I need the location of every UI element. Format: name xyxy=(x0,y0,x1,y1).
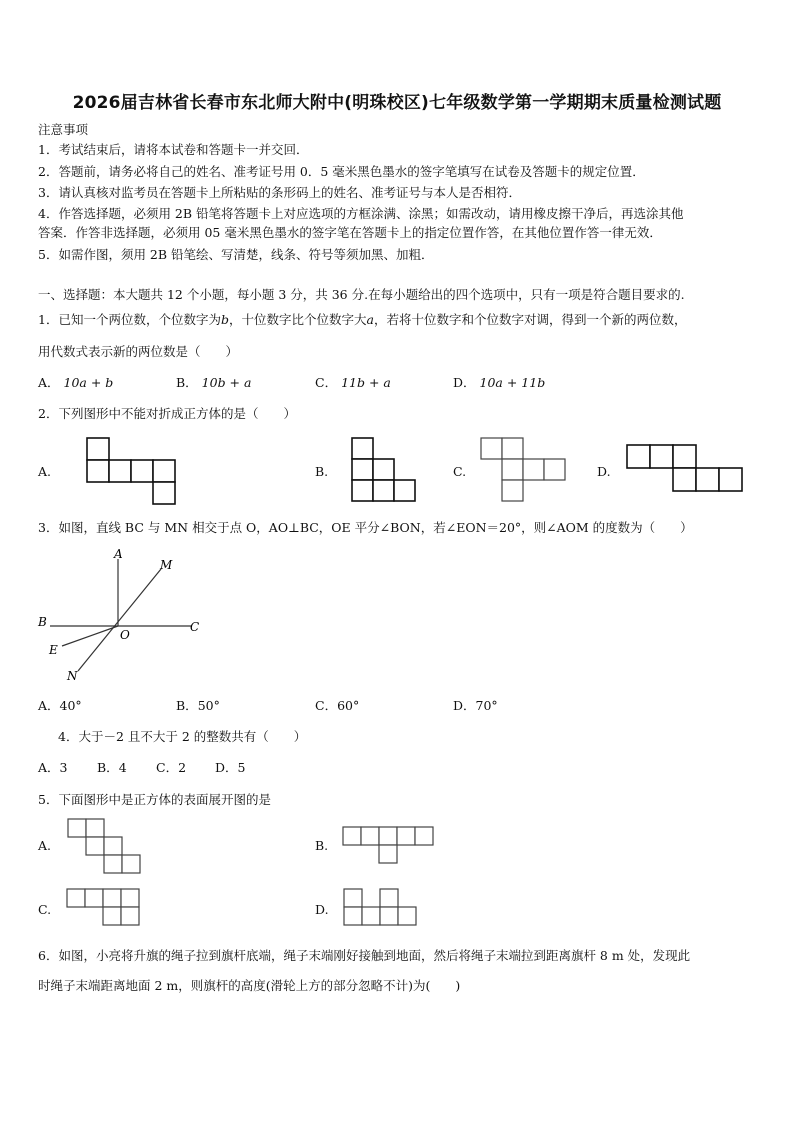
q2-option-a-label[interactable]: A. xyxy=(38,464,52,479)
q1-text-part: ，十位数字比个位数字大 xyxy=(228,312,367,327)
notice-item: 答案．作答非选择题，必须用 05 毫米黑色墨水的签字笔在答题卡上的指定位置作答，在其他位置作答一律无效． xyxy=(38,225,662,240)
q2-net-a xyxy=(86,437,176,507)
q5-net-a xyxy=(67,818,143,874)
q4-option-a[interactable]: A．3 xyxy=(38,760,68,775)
q2-option-c-label[interactable]: C. xyxy=(453,464,467,479)
q1-option-d[interactable]: D． 10a + 11b xyxy=(453,375,546,390)
question-1-line-1 xyxy=(38,311,686,329)
q1-option-c[interactable]: C． 11b + a xyxy=(315,375,391,390)
q4-option-c[interactable]: C．2 xyxy=(156,760,187,775)
q2-net-c xyxy=(480,437,570,503)
q3-option-b[interactable]: B．50° xyxy=(176,698,220,713)
label-m: M xyxy=(160,558,173,572)
question-1-line-2: 用代数式表示新的两位数是（ ） xyxy=(38,344,239,359)
question-5-text: 5．下面图形中是正方体的表面展开图的是 xyxy=(38,792,271,807)
q1-var-a: a xyxy=(366,312,374,327)
q1-option-b[interactable]: B． 10b + a xyxy=(176,375,252,390)
q3-angle-figure xyxy=(36,547,216,687)
q4-option-d[interactable]: D．5 xyxy=(215,760,246,775)
q3-option-d[interactable]: D．70° xyxy=(453,698,498,713)
q5-net-c xyxy=(66,888,142,928)
q5-option-d-label[interactable]: D. xyxy=(315,902,329,917)
q5-option-a-label[interactable]: A. xyxy=(38,838,52,853)
line-oe xyxy=(62,626,118,646)
q4-option-b[interactable]: B．4 xyxy=(97,760,127,775)
question-4-text: 4．大于－2 且不大于 2 的整数共有（ ） xyxy=(58,729,307,744)
q2-net-d xyxy=(626,444,744,496)
notice-item: 2．答题前，请务必将自己的姓名、准考证号用 0．5 毫米黑色墨水的签字笔填写在试卷及答题卡的规定位置． xyxy=(38,164,645,179)
label-c: C xyxy=(190,620,200,634)
q5-net-b xyxy=(342,826,438,864)
q2-option-d-label[interactable]: D. xyxy=(597,464,611,479)
q1-option-a[interactable]: A． 10a + b xyxy=(38,375,114,390)
question-2-text: 2．下列图形中不能对折成正方体的是（ ） xyxy=(38,406,296,421)
q1-text-part: ，若将十位数字和个位数字对调，得到一个新的两位数， xyxy=(373,312,687,327)
notice-heading: 注意事项 xyxy=(38,122,89,137)
q5-option-c-label[interactable]: C. xyxy=(38,902,52,917)
label-e: E xyxy=(49,643,58,657)
q1-var-b: b xyxy=(220,312,229,327)
q2-option-b-label[interactable]: B. xyxy=(315,464,329,479)
q2-net-b xyxy=(351,437,421,507)
label-b: B xyxy=(38,615,47,629)
label-a: A xyxy=(114,547,123,561)
notice-item: 5．如需作图，须用 2B 铅笔绘、写清楚，线条、符号等须加黑、加粗． xyxy=(38,247,434,262)
q5-net-d xyxy=(343,888,419,928)
section-heading: 一、选择题：本大题共 12 个小题，每小题 3 分，共 36 分.在每小题给出的四个选项中，只有一项是符合题目要求的. xyxy=(38,287,685,302)
page-title: 2026届吉林省长春市东北师大附中(明珠校区)七年级数学第一学期期末质量检测试题 xyxy=(72,93,722,113)
q1-text-part: 1．已知一个两位数，个位数字为 xyxy=(38,312,221,327)
label-o: O xyxy=(120,628,130,642)
q5-option-b-label[interactable]: B. xyxy=(315,838,329,853)
line-mn xyxy=(78,569,161,671)
notice-item: 1．考试结束后，请将本试卷和答题卡一并交回． xyxy=(38,142,309,157)
question-6-line-2: 时绳子末端距离地面 2 m，则旗杆的高度(滑轮上方的部分忽略不计)为( ) xyxy=(38,978,461,993)
notice-item: 4．作答选择题，必须用 2B 铅笔将答题卡上对应选项的方框涂满、涂黑；如需改动，请用橡皮擦干净后，再选涂其他 xyxy=(38,206,684,221)
question-6-line-1: 6．如图，小亮将升旗的绳子拉到旗杆底端，绳子末端刚好接触到地面，然后将绳子末端拉到距离旗杆 8 m 处，发现此 xyxy=(38,948,691,963)
q3-option-a[interactable]: A．40° xyxy=(38,698,82,713)
question-3-text: 3．如图，直线 BC 与 MN 相交于点 O，AO⊥BC，OE 平分∠BON，若∠EON＝20°，则∠AOM 的度数为（ ） xyxy=(38,520,693,535)
label-n: N xyxy=(67,669,78,683)
notice-item: 3．请认真核对监考员在答题卡上所粘贴的条形码上的姓名、准考证号与本人是否相符． xyxy=(38,185,521,200)
q3-option-c[interactable]: C．60° xyxy=(315,698,360,713)
